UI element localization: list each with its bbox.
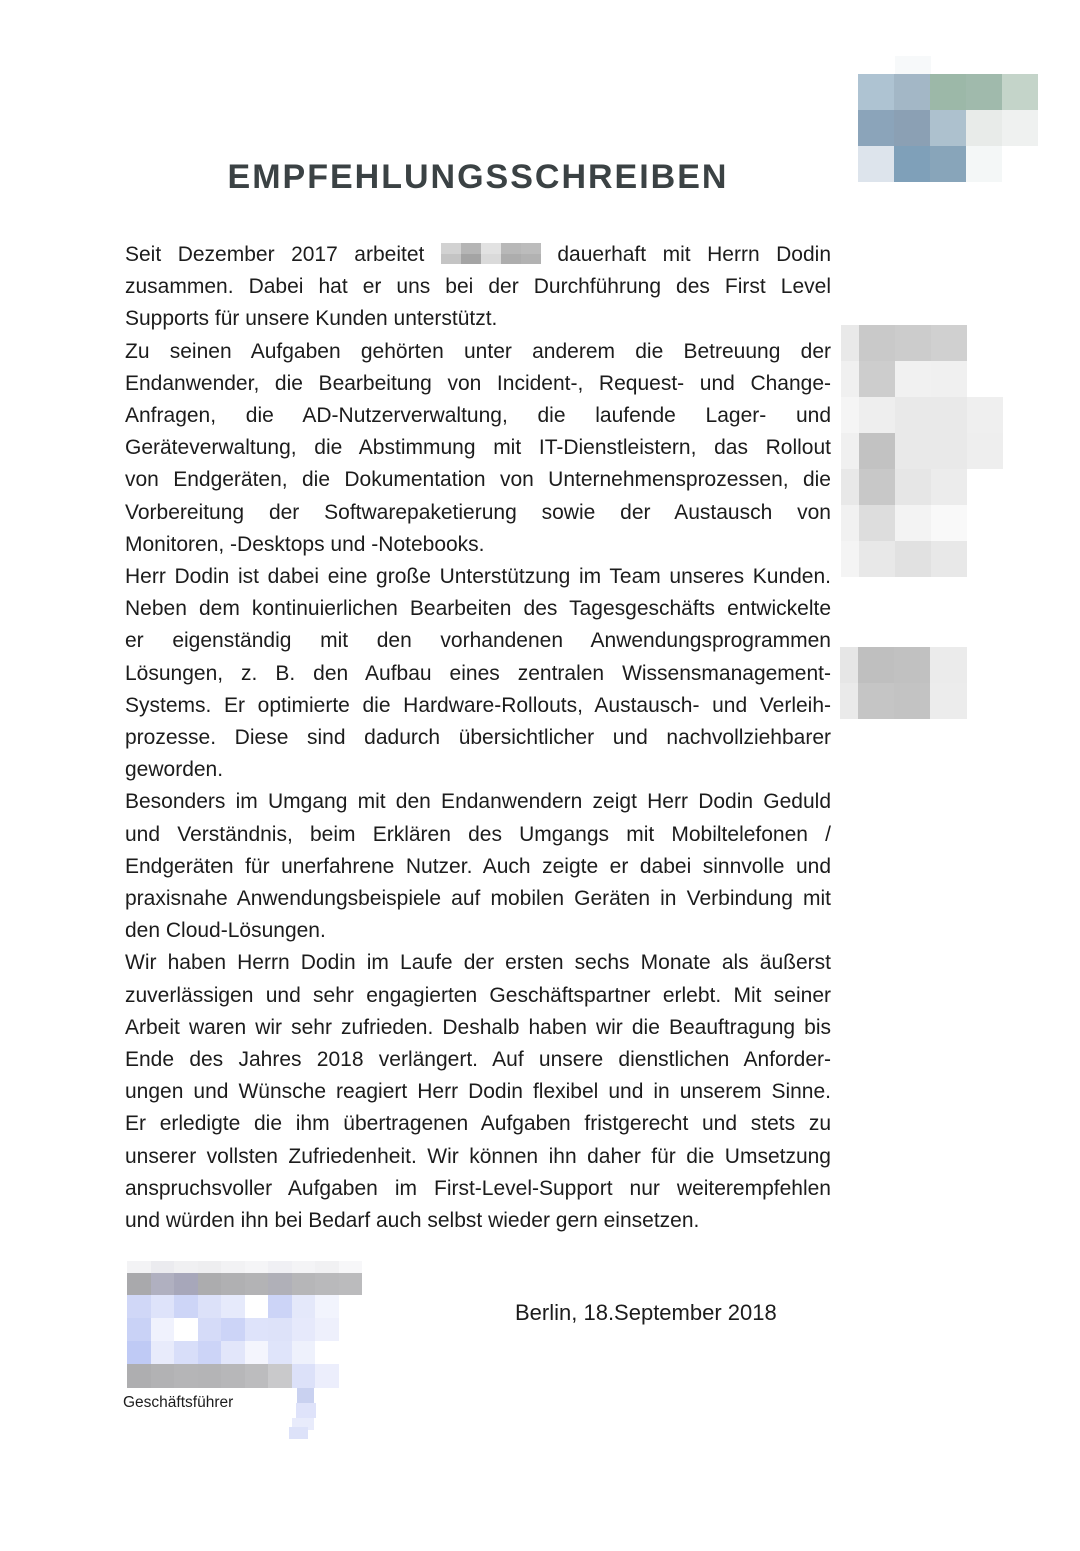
letter-line: den Cloud-Lösungen. xyxy=(125,919,326,943)
letter-line: Ende des Jahres 2018 verlängert. Auf unsere dienstlichen Anforder- xyxy=(125,1048,831,1072)
letter-line: Monitoren, -Desktops und -Notebooks. xyxy=(125,532,485,556)
place-date: Berlin, 18.September 2018 xyxy=(515,1300,777,1325)
letter-line: anspruchsvoller Aufgaben im First-Level-Support nur weiterempfehlen xyxy=(125,1176,831,1200)
letter-line: von Endgeräten, die Dokumentation von Unternehmensprozessen, die xyxy=(125,468,831,492)
letter-line: und würden ihn bei Bedarf auch selbst wieder gern einsetzen. xyxy=(125,1209,700,1233)
letter-line: Er erledigte die ihm übertragenen Aufgaben fristgerecht und stets zu xyxy=(125,1112,831,1136)
letter-line: Herr Dodin ist dabei eine große Unterstützung im Team unseres Kunden. xyxy=(125,565,831,589)
letter-line: Zu seinen Aufgaben gehörten unter anderem die Betreuung der xyxy=(125,339,831,363)
letter-line: zuverlässigen und sehr engagierten Geschäftspartner erlebt. Mit seiner xyxy=(125,983,831,1007)
redacted-company-name xyxy=(441,243,541,264)
letter-line: Geräteverwaltung, die Abstimmung mit IT-Dienstleistern, das Rollout xyxy=(125,436,831,460)
signature-role-label: Geschäftsführer xyxy=(123,1394,234,1411)
letter-line: praxisnahe Anwendungsbeispiele auf mobilen Geräten in Verbindung mit xyxy=(125,887,831,911)
letter-line: Neben dem kontinuierlichen Bearbeiten des Tagesgeschäfts entwickelte xyxy=(125,597,831,621)
letter-line: Endgeräten für unerfahrene Nutzer. Auch zeigte er dabei sinnvolle und xyxy=(125,854,831,878)
letter-line: Supports für unsere Kunden unterstützt. xyxy=(125,307,498,331)
letter-line: Arbeit waren wir sehr zufrieden. Deshalb haben wir die Beauftragung bis xyxy=(125,1015,831,1039)
letter-body xyxy=(125,239,831,1237)
letter-line: zusammen. Dabei hat er uns bei der Durchführung des First Level xyxy=(125,275,831,299)
letter-line: Systems. Er optimierte die Hardware-Rollouts, Austausch- und Verleih- xyxy=(125,693,831,717)
letter-line: Besonders im Umgang mit den Endanwendern zeigt Herr Dodin Geduld xyxy=(125,790,831,814)
letter-line: Vorbereitung der Softwarepaketierung sowie der Austausch von xyxy=(125,500,831,524)
letter-line: Seit Dezember 2017 arbeitet dauerhaft mit Herrn Dodin xyxy=(125,243,832,266)
letter-line: er eigenständig mit den vorhandenen Anwendungsprogrammen xyxy=(125,629,831,653)
letter-line: geworden. xyxy=(125,758,224,782)
letter-line: Wir haben Herrn Dodin im Laufe der ersten sechs Monate als äußerst xyxy=(125,951,831,975)
letter-line: Lösungen, z. B. den Aufbau eines zentralen Wissensmanagement- xyxy=(125,661,831,685)
letter-line: und Verständnis, beim Erklären des Umgangs mit Mobiltelefonen / xyxy=(125,822,831,846)
letter-line: Anfragen, die AD-Nutzerverwaltung, die laufende Lager- und xyxy=(125,404,831,428)
letter-line: prozesse. Diese sind dadurch übersichtlicher und nachvollziehbarer xyxy=(125,726,831,750)
letter-line: Endanwender, die Bearbeitung von Incident-, Request- und Change- xyxy=(125,371,831,395)
letter-line: unserer vollsten Zufriedenheit. Wir können ihn daher für die Umsetzung xyxy=(125,1144,831,1168)
letter-title: EMPFEHLUNGSSCHREIBEN xyxy=(227,158,729,196)
letter-line: ungen und Wünsche reagiert Herr Dodin flexibel und in unserem Sinne. xyxy=(125,1080,831,1104)
